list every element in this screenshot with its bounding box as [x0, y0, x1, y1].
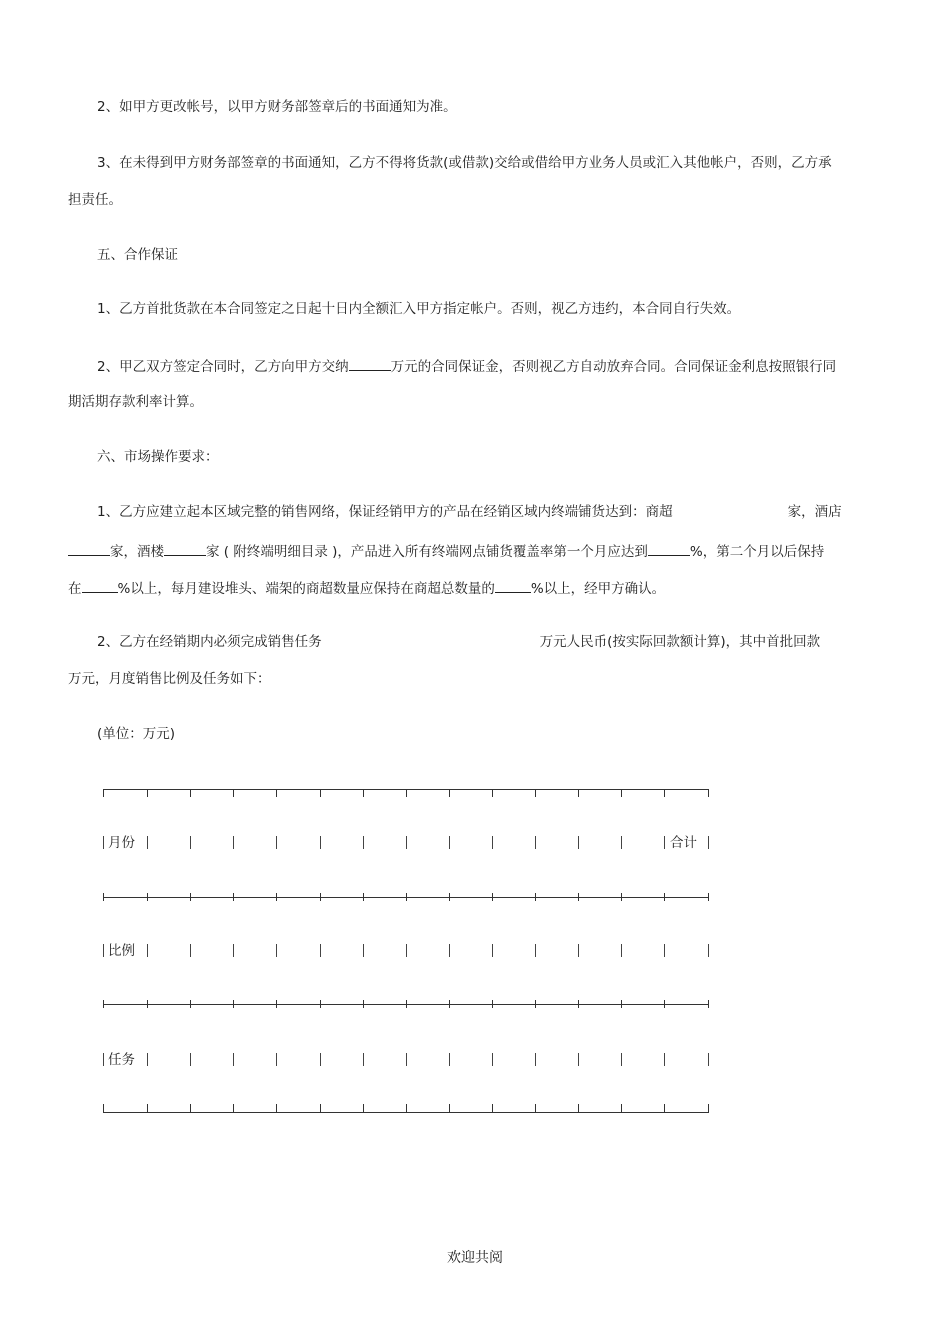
- table-border-line: [103, 1112, 709, 1113]
- table-cell-divider: [363, 944, 364, 957]
- table-tick: [233, 893, 234, 901]
- table-tick: [664, 893, 665, 901]
- table-cell-divider: [449, 1053, 450, 1066]
- table-tick: [363, 789, 364, 797]
- table-cell-divider: [578, 944, 579, 957]
- table-cell-divider: [363, 1053, 364, 1066]
- table-cell-divider: [578, 1053, 579, 1066]
- table-tick: [190, 1000, 191, 1008]
- table-tick: [578, 1000, 579, 1008]
- table-tick: [320, 1000, 321, 1008]
- table-cell-divider: [103, 836, 104, 849]
- table-cell-divider: [276, 944, 277, 957]
- table-tick: [621, 1104, 622, 1112]
- table-cell-divider: [363, 836, 364, 849]
- clause-6-1-text-g: %以上，每月建设堆头、端架的商超数量应保持在商超总数量的: [117, 581, 495, 597]
- table-tick: [535, 893, 536, 901]
- clause-6-1-text-b: 家，酒店: [787, 504, 842, 520]
- clause-6-1-text-c: 家，酒楼: [110, 544, 164, 560]
- table-cell-divider: [578, 836, 579, 849]
- deposit-blank[interactable]: [349, 356, 391, 371]
- hotel-count-blank[interactable]: [68, 541, 110, 556]
- section-5-heading: 五、合作保证: [97, 247, 178, 263]
- table-tick: [708, 1000, 709, 1008]
- table-cell-divider: [147, 836, 148, 849]
- clause-6-1-line3: [68, 578, 665, 598]
- table-cell-divider: [320, 944, 321, 957]
- clause-6-1-text-h: %以上，经甲方确认。: [530, 581, 666, 597]
- table-tick: [621, 789, 622, 797]
- table-tick: [535, 789, 536, 797]
- table-tick: [103, 1104, 104, 1112]
- row-label-month: 月份: [108, 835, 135, 851]
- table-tick: [363, 1104, 364, 1112]
- clause-6-1-text-f: 在: [68, 581, 82, 597]
- table-tick: [708, 893, 709, 901]
- table-cell-divider: [708, 944, 709, 957]
- table-tick: [147, 1000, 148, 1008]
- table-cell-divider: [406, 944, 407, 957]
- clause-6-2-cont: 万元，月度销售比例及任务如下：: [68, 671, 271, 687]
- table-tick: [190, 1104, 191, 1112]
- table-tick: [103, 789, 104, 797]
- table-tick: [406, 789, 407, 797]
- table-cell-divider: [708, 836, 709, 849]
- page-footer: 欢迎共阅: [447, 1250, 503, 1266]
- table-tick: [449, 1104, 450, 1112]
- table-cell-divider: [233, 836, 234, 849]
- clause-4-3: 3、在未得到甲方财务部签章的书面通知，乙方不得将货款(或借款)交给或借给甲方业务人员或汇入其他帐户，否则，乙方承: [97, 155, 832, 171]
- table-cell-divider: [449, 836, 450, 849]
- table-cell-divider: [621, 836, 622, 849]
- table-tick: [664, 1104, 665, 1112]
- table-cell-divider: [320, 1053, 321, 1066]
- table-cell-divider: [190, 1053, 191, 1066]
- clause-5-2: [97, 356, 836, 376]
- clause-6-1-text-a: 1、乙方应建立起本区域完整的销售网络，保证经销甲方的产品在经销区域内终端铺货达到：商超: [97, 504, 673, 520]
- table-tick: [147, 893, 148, 901]
- clause-6-1-text-d: 家 ( 附终端明细目录 )，产品进入所有终端网点铺货覆盖率第一个月应达到: [206, 544, 648, 560]
- clause-4-3-cont: 担责任。: [68, 192, 122, 208]
- clause-5-2-text-b: 万元的合同保证金，否则视乙方自动放弃合同。合同保证金利息按照银行同: [390, 359, 837, 375]
- table-tick: [406, 893, 407, 901]
- table-tick: [233, 789, 234, 797]
- table-cell-divider: [492, 836, 493, 849]
- table-cell-divider: [406, 1053, 407, 1066]
- table-cell-divider: [621, 1053, 622, 1066]
- unit-note: (单位：万元): [97, 726, 176, 742]
- table-cell-divider: [147, 944, 148, 957]
- table-tick: [492, 1000, 493, 1008]
- table-tick: [276, 789, 277, 797]
- table-tick: [320, 789, 321, 797]
- table-tick: [190, 789, 191, 797]
- table-tick: [103, 1000, 104, 1008]
- table-cell-divider: [492, 1053, 493, 1066]
- row-label-ratio: 比例: [108, 943, 135, 959]
- table-tick: [406, 1104, 407, 1112]
- clause-6-1-text-e: %，第二个月以后保持: [689, 544, 825, 560]
- table-cell-divider: [664, 836, 665, 849]
- table-tick: [320, 1104, 321, 1112]
- clause-6-2-text-a: 2、乙方在经销期内必须完成销售任务: [97, 634, 322, 650]
- table-cell-divider: [492, 944, 493, 957]
- clause-5-2-text-a: 2、甲乙双方签定合同时，乙方向甲方交纳: [97, 359, 349, 375]
- table-cell-divider: [233, 1053, 234, 1066]
- table-cell-divider: [406, 836, 407, 849]
- clause-5-1: 1、乙方首批货款在本合同签定之日起十日内全额汇入甲方指定帐户。否则，视乙方违约，本合同自行失效。: [97, 301, 741, 317]
- table-tick: [449, 1000, 450, 1008]
- clause-5-2-cont: 期活期存款利率计算。: [68, 394, 203, 410]
- table-tick: [621, 1000, 622, 1008]
- table-cell-divider: [103, 944, 104, 957]
- row-label-task: 任务: [108, 1052, 135, 1068]
- table-cell-divider: [276, 1053, 277, 1066]
- table-tick: [535, 1000, 536, 1008]
- clause-6-1: [97, 503, 842, 521]
- restaurant-count-blank[interactable]: [164, 541, 206, 556]
- table-cell-divider: [664, 944, 665, 957]
- table-tick: [449, 789, 450, 797]
- table-cell-divider: [535, 1053, 536, 1066]
- table-tick: [492, 893, 493, 901]
- clause-6-2-text-b: 万元人民币(按实际回款额计算)，其中首批回款: [539, 634, 821, 650]
- table-cell-divider: [190, 944, 191, 957]
- table-tick: [103, 893, 104, 901]
- table-cell-divider: [621, 944, 622, 957]
- table-tick: [492, 789, 493, 797]
- table-cell-divider: [103, 1053, 104, 1066]
- table-cell-divider: [190, 836, 191, 849]
- table-tick: [535, 1104, 536, 1112]
- table-tick: [233, 1104, 234, 1112]
- table-tick: [406, 1000, 407, 1008]
- clause-6-2: [97, 633, 820, 651]
- table-tick: [233, 1000, 234, 1008]
- table-cell-divider: [320, 836, 321, 849]
- table-tick: [578, 893, 579, 901]
- table-cell-divider: [664, 1053, 665, 1066]
- table-tick: [276, 1104, 277, 1112]
- table-tick: [276, 893, 277, 901]
- endcap-ratio-blank[interactable]: [495, 578, 531, 593]
- table-tick: [708, 789, 709, 797]
- table-cell-divider: [708, 1053, 709, 1066]
- table-tick: [578, 1104, 579, 1112]
- table-tick: [664, 789, 665, 797]
- table-tick: [276, 1000, 277, 1008]
- section-6-heading: 六、市场操作要求：: [97, 449, 219, 465]
- table-tick: [449, 893, 450, 901]
- first-month-coverage-blank[interactable]: [648, 541, 690, 556]
- table-tick: [492, 1104, 493, 1112]
- table-tick: [578, 789, 579, 797]
- later-coverage-blank[interactable]: [82, 578, 118, 593]
- table-cell-divider: [535, 944, 536, 957]
- table-cell-divider: [449, 944, 450, 957]
- table-tick: [708, 1104, 709, 1112]
- table-tick: [621, 893, 622, 901]
- table-tick: [320, 893, 321, 901]
- table-tick: [363, 893, 364, 901]
- table-tick: [190, 893, 191, 901]
- total-label: 合计: [670, 835, 697, 851]
- table-cell-divider: [147, 1053, 148, 1066]
- table-tick: [147, 1104, 148, 1112]
- table-cell-divider: [535, 836, 536, 849]
- table-tick: [363, 1000, 364, 1008]
- clause-4-2: 2、如甲方更改帐号，以甲方财务部签章后的书面通知为准。: [97, 99, 457, 115]
- table-cell-divider: [276, 836, 277, 849]
- table-tick: [664, 1000, 665, 1008]
- table-tick: [147, 789, 148, 797]
- table-cell-divider: [233, 944, 234, 957]
- clause-6-1-line2: [68, 541, 824, 561]
